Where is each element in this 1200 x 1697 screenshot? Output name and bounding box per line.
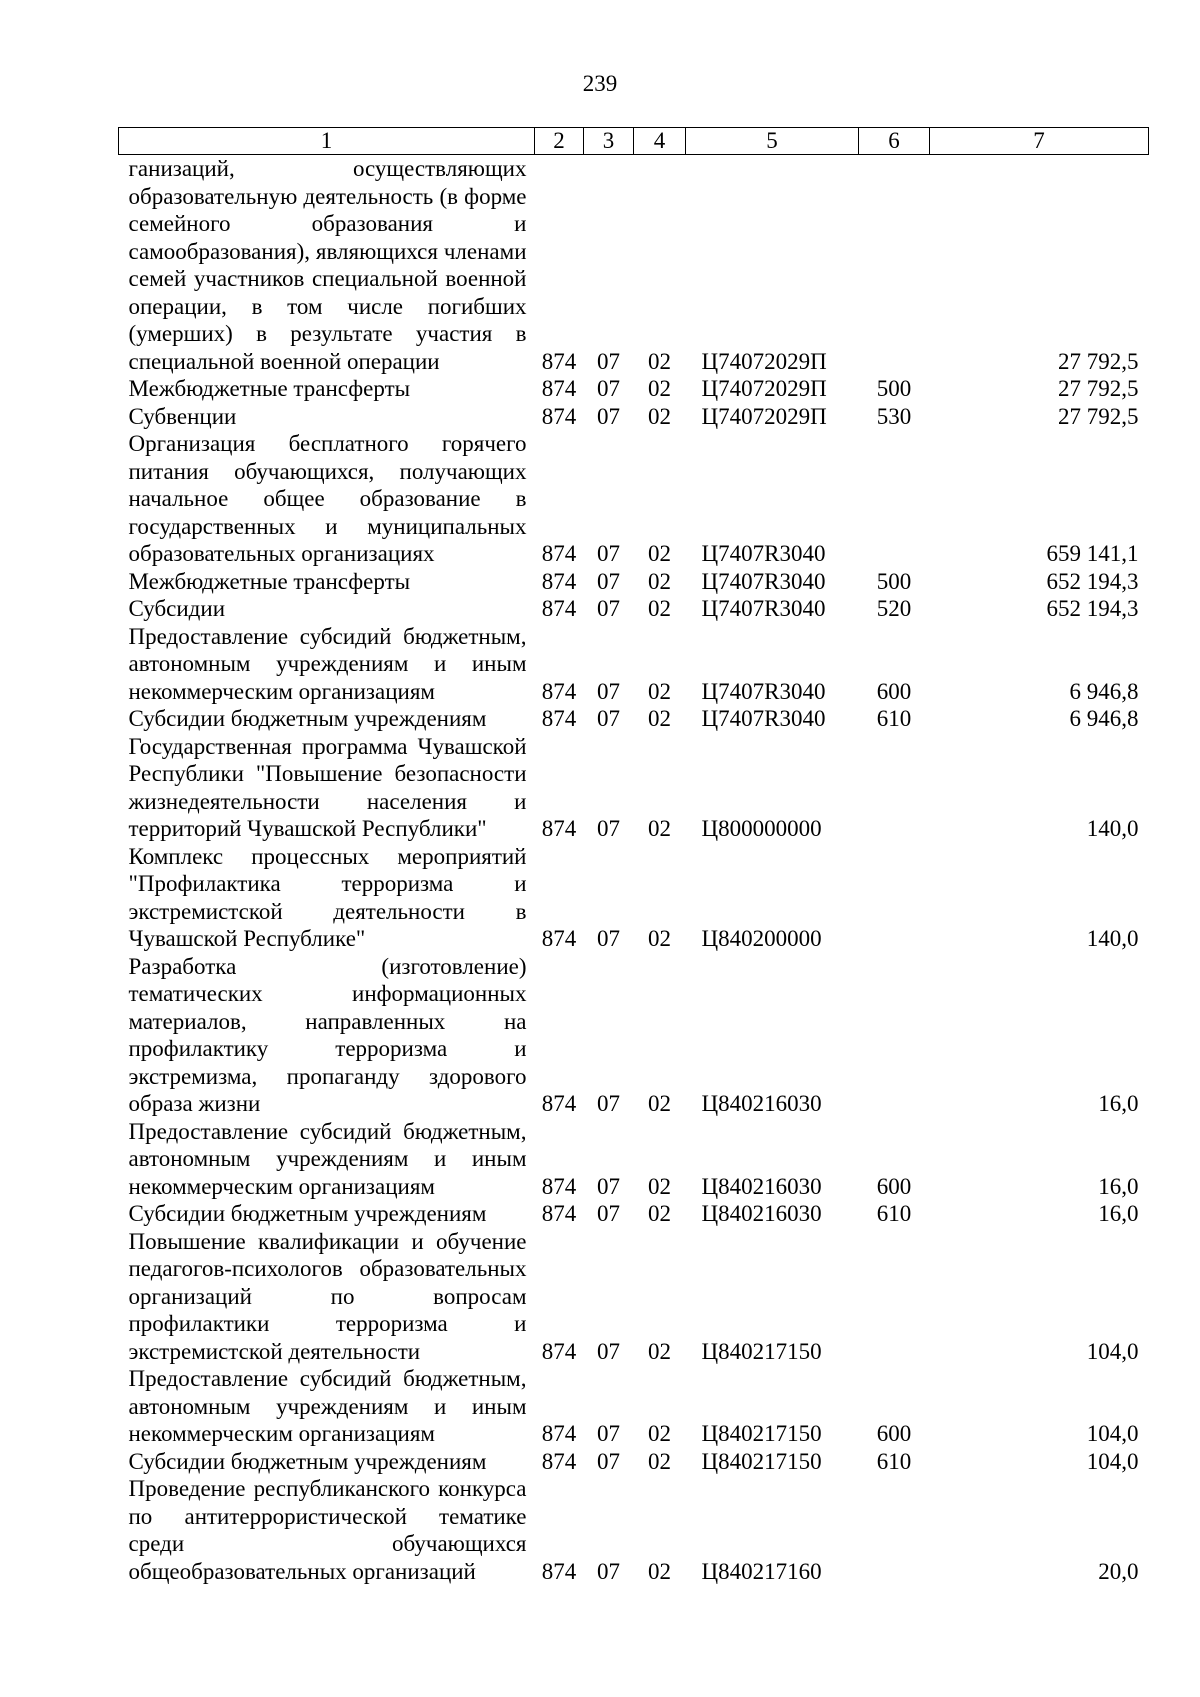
amount: 652 194,3 — [1046, 596, 1139, 621]
subsection-code: 02 — [648, 1173, 671, 1199]
expense-type-code — [859, 430, 930, 568]
target-article-code: Ц840200000 — [701, 926, 822, 951]
amount: 104,0 — [1086, 1448, 1139, 1474]
target-article-code: Ц800000000 — [701, 816, 822, 841]
section-code: 07 — [597, 926, 620, 951]
section-code: 07 — [597, 596, 620, 621]
row-description: Субсидии бюджетным учреждениям — [128, 1448, 487, 1474]
amount: 27 792,5 — [1058, 348, 1139, 374]
section-code: 07 — [597, 706, 620, 731]
subsection-code: 02 — [648, 1421, 671, 1446]
row-description: Межбюджетные трансферты — [128, 568, 411, 594]
target-article-code: Ц840216030 — [701, 1091, 822, 1116]
amount: 6 946,8 — [1069, 678, 1139, 704]
admin-code: 874 — [541, 376, 577, 401]
target-article-code: Ц840217150 — [701, 1448, 822, 1474]
amount: 140,0 — [1086, 816, 1139, 841]
column-header: 3 — [584, 128, 634, 155]
target-article-code: Ц74072029П — [701, 403, 827, 429]
row-description: Предоставление субсидий бюджетным, автономным учреждениям и иным некоммерческим организациям — [128, 1118, 527, 1199]
subsection-code: 02 — [648, 706, 671, 731]
expense-type-code: 500 — [876, 376, 912, 401]
row-description: Предоставление субсидий бюджетным, автономным учреждениям и иным некоммерческим организациям — [128, 623, 527, 704]
column-header: 2 — [535, 128, 584, 155]
subsection-code: 02 — [648, 678, 671, 704]
expense-type-code: 500 — [876, 568, 912, 594]
target-article-code: Ц7407R3040 — [701, 596, 826, 621]
table-row — [119, 1200, 1149, 1228]
amount: 104,0 — [1086, 1338, 1139, 1364]
table-row — [119, 1475, 1149, 1585]
admin-code: 874 — [541, 678, 577, 704]
subsection-code: 02 — [648, 1338, 671, 1364]
admin-code: 874 — [541, 706, 577, 731]
table-row — [119, 953, 1149, 1118]
table-row — [119, 375, 1149, 403]
column-header: 1 — [119, 128, 535, 155]
admin-code: 874 — [541, 403, 577, 429]
section-code: 07 — [597, 541, 620, 566]
expense-type-code: 610 — [876, 1201, 912, 1226]
admin-code: 874 — [541, 1338, 577, 1364]
table-row — [119, 403, 1149, 431]
table-row — [119, 1228, 1149, 1366]
amount: 652 194,3 — [1046, 568, 1139, 594]
admin-code: 874 — [541, 816, 577, 841]
amount: 20,0 — [1098, 1558, 1139, 1584]
row-description: Проведение республиканского конкурса по антитеррористической тематике среди обучающихся общеобразовательных организаций — [128, 1476, 527, 1584]
section-code: 07 — [597, 1338, 620, 1364]
target-article-code: Ц840217150 — [701, 1338, 822, 1364]
section-code: 07 — [597, 348, 620, 374]
expense-type-code: 600 — [876, 1421, 912, 1446]
subsection-code: 02 — [648, 568, 671, 594]
expense-type-code: 600 — [876, 678, 912, 704]
admin-code: 874 — [541, 926, 577, 951]
subsection-code: 02 — [648, 1558, 671, 1584]
admin-code: 874 — [541, 1091, 577, 1116]
column-header: 6 — [859, 128, 930, 155]
subsection-code: 02 — [648, 1201, 671, 1226]
row-description: Повышение квалификации и обучение педагогов-психологов образовательных организаций по вопросам профилактики терроризма и экстремистской деятельности — [128, 1228, 527, 1364]
amount: 140,0 — [1086, 926, 1139, 951]
subsection-code: 02 — [648, 403, 671, 429]
table-row — [119, 568, 1149, 596]
subsection-code: 02 — [648, 926, 671, 951]
amount: 16,0 — [1098, 1091, 1139, 1116]
row-description: Предоставление субсидий бюджетным, автономным учреждениям и иным некоммерческим организациям — [128, 1366, 527, 1446]
subsection-code: 02 — [648, 1448, 671, 1474]
section-code: 07 — [597, 1173, 620, 1199]
column-header: 7 — [930, 128, 1149, 155]
row-description: Межбюджетные трансферты — [128, 376, 411, 401]
table-row — [119, 430, 1149, 568]
subsection-code: 02 — [648, 596, 671, 621]
page-number: 239 — [582, 71, 618, 96]
admin-code: 874 — [541, 541, 577, 566]
section-code: 07 — [597, 1091, 620, 1116]
section-code: 07 — [597, 1558, 620, 1584]
subsection-code: 02 — [648, 348, 671, 374]
expense-type-code — [859, 843, 930, 953]
amount: 6 946,8 — [1069, 706, 1139, 731]
row-description: Комплекс процессных мероприятий "Профилактика терроризма и экстремистской деятельности в Чувашской Республике" — [128, 843, 527, 951]
amount: 16,0 — [1098, 1173, 1139, 1199]
subsection-code: 02 — [648, 541, 671, 566]
table-row — [119, 623, 1149, 706]
row-description: Субвенции — [128, 403, 237, 429]
section-code: 07 — [597, 1201, 620, 1226]
amount: 27 792,5 — [1058, 376, 1139, 401]
expense-type-code — [859, 953, 930, 1118]
target-article-code: Ц840216030 — [701, 1173, 822, 1199]
amount: 659 141,1 — [1046, 541, 1139, 566]
table-row — [119, 705, 1149, 733]
section-code: 07 — [597, 376, 620, 401]
table-row — [119, 155, 1149, 376]
target-article-code: Ц74072029П — [701, 348, 827, 374]
amount: 27 792,5 — [1058, 403, 1139, 429]
expense-type-code — [859, 155, 930, 376]
table-row — [119, 843, 1149, 953]
row-description: Разработка (изготовление) тематических информационных материалов, направленных на профилактику терроризма и экстремизма, пропаганду здорового образа жизни — [128, 953, 527, 1116]
row-description: Государственная программа Чувашской Республики "Повышение безопасности жизнедеятельности населения и территорий Чувашской Республики" — [128, 733, 527, 841]
row-description: ганизаций, осуществляющих образовательную деятельность (в форме семейного образования и самообразования), являющихся членами семей участников специальной военной операции, в том числе погибших (умерших) в результате участия в специальной военной операции — [128, 156, 527, 374]
target-article-code: Ц74072029П — [701, 376, 827, 401]
expense-type-code: 530 — [876, 403, 912, 429]
section-code: 07 — [597, 1421, 620, 1446]
admin-code: 874 — [541, 1173, 577, 1199]
section-code: 07 — [597, 678, 620, 704]
target-article-code: Ц7407R3040 — [701, 706, 826, 731]
header-row — [119, 128, 1149, 155]
expense-type-code — [859, 733, 930, 843]
row-description: Субсидии — [128, 596, 226, 621]
target-article-code: Ц7407R3040 — [701, 678, 826, 704]
admin-code: 874 — [541, 1201, 577, 1226]
section-code: 07 — [597, 568, 620, 594]
amount: 104,0 — [1086, 1421, 1139, 1446]
section-code: 07 — [597, 1448, 620, 1474]
admin-code: 874 — [541, 568, 577, 594]
expense-type-code — [859, 1475, 930, 1585]
column-header: 4 — [634, 128, 686, 155]
admin-code: 874 — [541, 1558, 577, 1584]
table-row — [119, 1448, 1149, 1476]
table-row — [119, 1118, 1149, 1201]
section-code: 07 — [597, 816, 620, 841]
amount: 16,0 — [1098, 1201, 1139, 1226]
target-article-code: Ц840216030 — [701, 1201, 822, 1226]
admin-code: 874 — [541, 348, 577, 374]
expense-type-code: 610 — [876, 706, 912, 731]
table-row — [119, 595, 1149, 623]
section-code: 07 — [597, 403, 620, 429]
row-description: Субсидии бюджетным учреждениям — [128, 706, 487, 731]
table-body — [119, 155, 1149, 1586]
table-row — [119, 1365, 1149, 1448]
admin-code: 874 — [541, 1448, 577, 1474]
column-header: 5 — [686, 128, 859, 155]
target-article-code: Ц7407R3040 — [701, 541, 826, 566]
subsection-code: 02 — [648, 376, 671, 401]
table-row — [119, 733, 1149, 843]
row-description: Субсидии бюджетным учреждениям — [128, 1201, 487, 1226]
target-article-code: Ц7407R3040 — [701, 568, 826, 594]
subsection-code: 02 — [648, 816, 671, 841]
target-article-code: Ц840217160 — [701, 1558, 822, 1584]
expense-type-code: 600 — [876, 1173, 912, 1199]
expense-type-code — [859, 1228, 930, 1366]
row-description: Организация бесплатного горячего питания обучающихся, получающих начальное общее образование в государственных и муниципальных образовательных организациях — [128, 431, 527, 566]
budget-table — [118, 127, 1149, 1585]
admin-code: 874 — [541, 1421, 577, 1446]
subsection-code: 02 — [648, 1091, 671, 1116]
admin-code: 874 — [541, 596, 577, 621]
expense-type-code: 610 — [876, 1448, 912, 1474]
expense-type-code: 520 — [876, 596, 912, 621]
target-article-code: Ц840217150 — [701, 1421, 822, 1446]
